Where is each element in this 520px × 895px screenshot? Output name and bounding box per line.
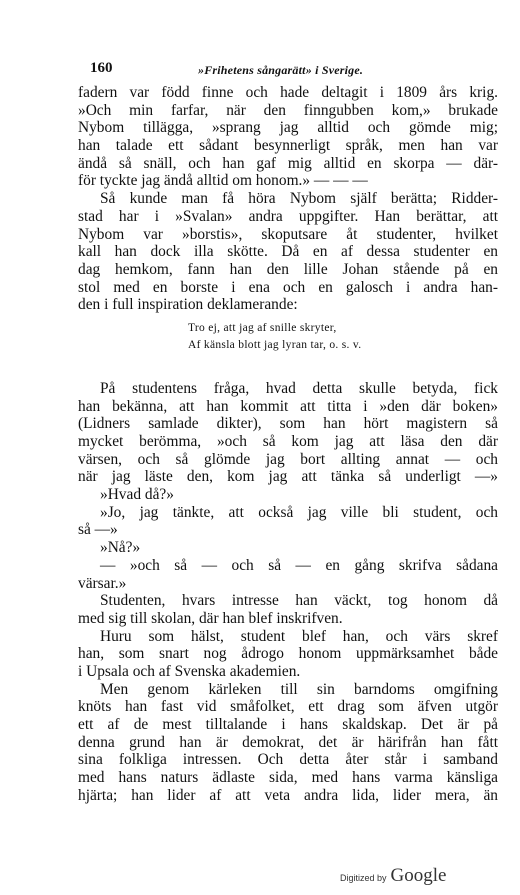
- text-line: Nybom var »borstis», skoputsare åt studenter, hvilket: [78, 225, 498, 243]
- paragraph: [78, 84, 498, 190]
- paragraph: [78, 557, 498, 592]
- verse-quote: [78, 320, 498, 354]
- paragraph: [78, 539, 498, 557]
- text-line: han talade ett sådant besynnerligt språk, men han var: [78, 137, 498, 155]
- paragraph: [78, 486, 498, 504]
- text-line: — »och så — och så — en gång skrifva sådana: [100, 556, 498, 574]
- text-line: denna grund han är demokrat, det är härifrån han fått: [78, 733, 498, 751]
- running-title: »Frihetens sångarätt» i Sverige.: [198, 63, 364, 77]
- text-line: med hans naturs ädlaste sida, med hans varma känsliga: [78, 769, 498, 787]
- body-text: [78, 84, 498, 804]
- text-line: ändå så snäll, och han gaf mig alltid en skorpa — där-: [78, 154, 498, 172]
- text-line: sina folkliga intressen. Och detta åter står i samband: [78, 751, 498, 769]
- text-line: Studenten, hvars intresse han väckt, tog honom då: [100, 592, 498, 610]
- paragraph: [78, 592, 498, 627]
- text-line: värsen, och så glömde jag bort allting annat — och: [78, 450, 498, 468]
- google-label: Google: [390, 865, 447, 886]
- paragraph: [78, 504, 498, 539]
- text-line: Men genom kärleken till sin barndoms omgifning: [100, 680, 498, 698]
- spacer: [78, 354, 498, 380]
- text-line: mycket berömma, »och så kom jag att läsa den där: [78, 433, 498, 450]
- text-line: knöts han fast vid småfolket, ett drag som äfven utgör: [78, 698, 498, 716]
- text-line: kall han dock illa skötte. Då en af dessa studenter en: [78, 243, 498, 261]
- text-line: i Upsala och af Svenska akademien.: [78, 662, 301, 680]
- paragraph: [78, 681, 498, 805]
- text-line: stol med en borste i ena och en galosch i andra han-: [78, 278, 498, 296]
- text-line: för tyckte jag ändå alltid om honom.» — — —: [78, 172, 368, 190]
- text-line: »Hvad då?»: [100, 486, 174, 504]
- text-line: han bekänna, att han kommit att titta i »den där boken»: [78, 397, 498, 415]
- text-line: På studentens fråga, hvad detta skulle betyda, fick: [100, 379, 498, 397]
- text-line: han, som snart nog ådrogo honom uppmärksamhet både: [78, 645, 498, 663]
- text-line: hjärta; han lider af att veta andra lida, lider mera, än: [78, 786, 498, 804]
- page-number: 160: [90, 60, 113, 76]
- verse-line: Tro ej, att jag af snille skryter,: [188, 321, 337, 334]
- paragraph: [78, 380, 498, 486]
- text-line: »Jo, jag tänkte, att också jag ville bli student, och: [100, 503, 498, 521]
- verse-line: Af känsla blott jag lyran tar, o. s. v.: [188, 338, 362, 351]
- text-line: Så kunde man få höra Nybom själf berätta; Ridder-: [100, 190, 498, 208]
- text-line: »Nå?»: [100, 539, 141, 557]
- text-line: värsar.»: [78, 574, 127, 592]
- digitized-label: Digitized by: [340, 873, 387, 883]
- text-line: Huru som hälst, student blef han, och värs skref: [100, 627, 498, 645]
- text-line: dag hemkom, fann han den lille Johan stående på en: [78, 260, 498, 278]
- text-line: »Och min farfar, när den finngubben kom,» brukade: [78, 101, 498, 119]
- text-line: den i full inspiration deklamerande:: [78, 296, 298, 314]
- paragraph: [78, 190, 498, 314]
- text-line: Nybom tillägga, »sprang jag alltid och gömde mig;: [78, 119, 498, 137]
- text-line: med sig till skolan, där han blef inskrifven.: [78, 609, 343, 627]
- digitized-by-google-watermark: [340, 865, 446, 887]
- running-head: [78, 60, 498, 80]
- text-line: ett af de mest tilltalande i hans skaldskap. Det är på: [78, 716, 498, 733]
- text-line: (Lidners samlade dikter), som han hört magistern så: [78, 415, 498, 433]
- text-line: stad har i »Svalan» andra uppgifter. Han berättar, att: [78, 207, 498, 225]
- text-line: fadern var född finne och hade deltagit i 1809 års krig.: [78, 84, 498, 101]
- text-line: så —»: [78, 521, 118, 539]
- text-line: när jag läste den, kom jag att tänka så underligt —»: [78, 468, 498, 486]
- paragraph: [78, 628, 498, 681]
